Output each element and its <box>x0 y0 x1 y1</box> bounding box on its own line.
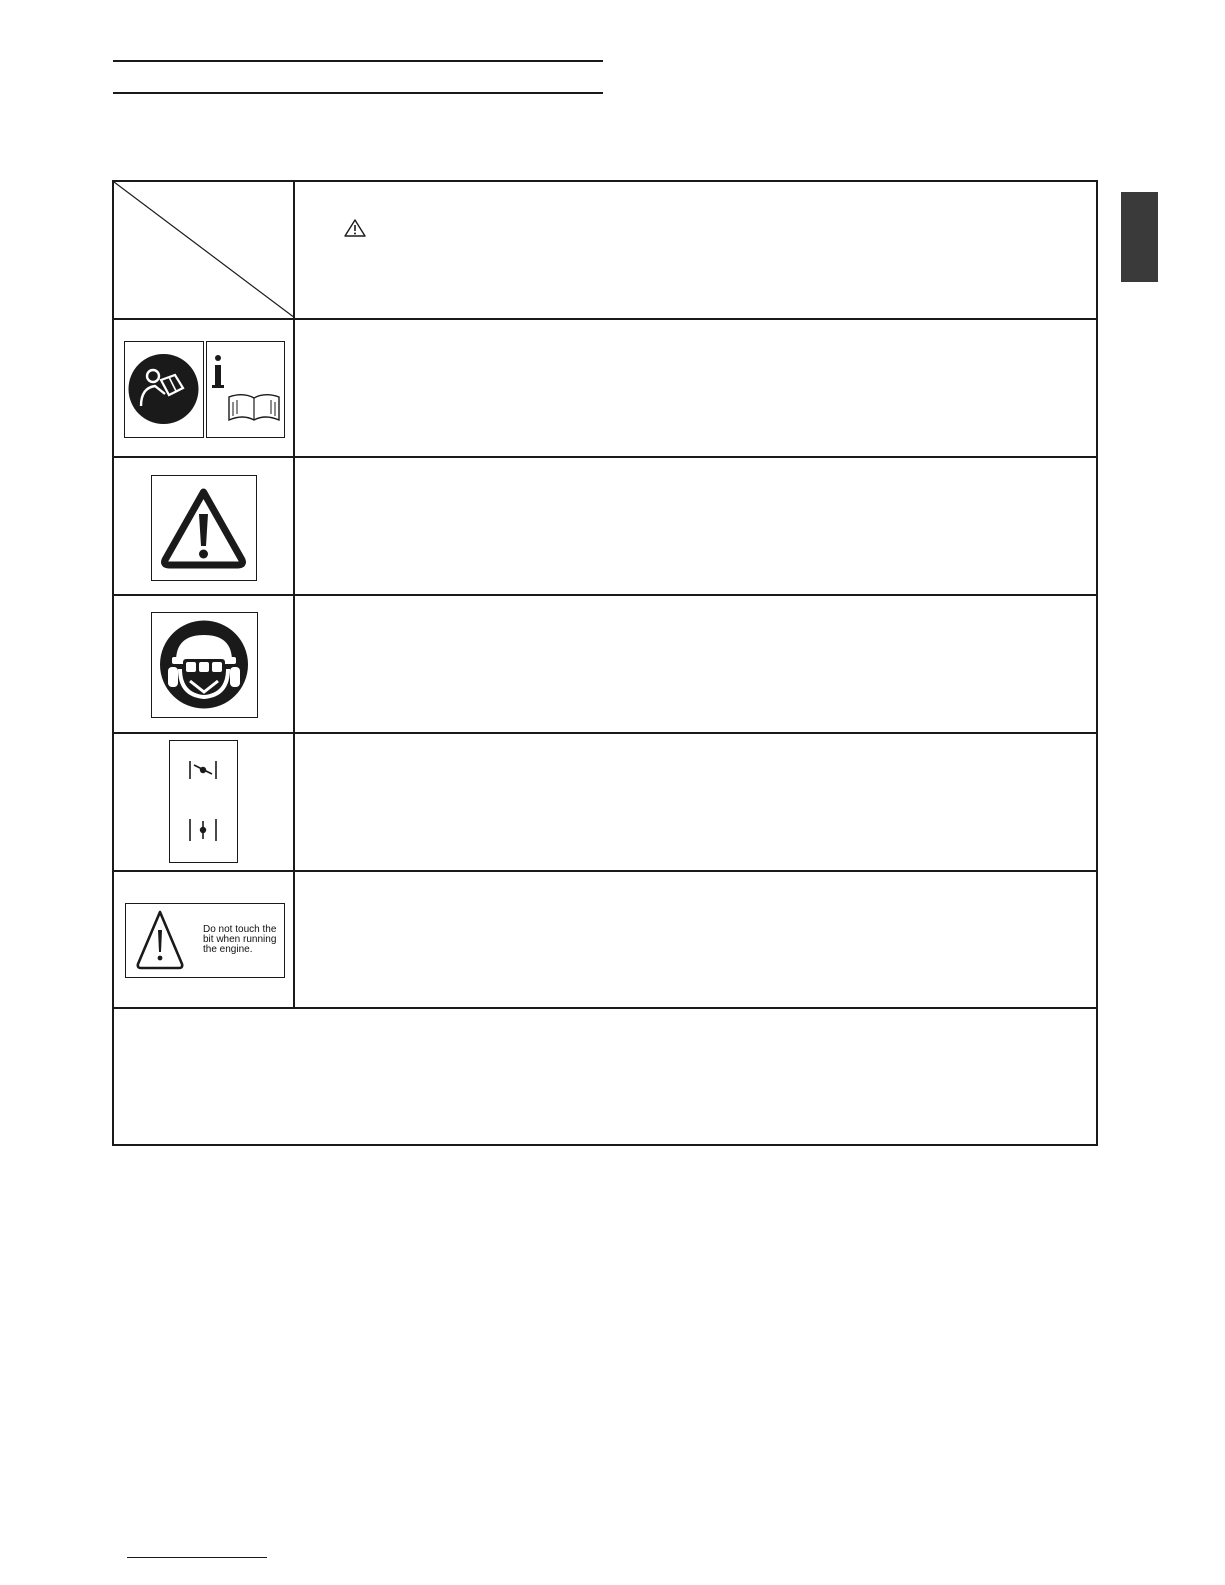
safety-symbols-table <box>112 180 1098 1146</box>
warning-triangle-small-icon <box>343 218 367 238</box>
header-rule-bottom <box>113 92 603 94</box>
read-manual-icon <box>124 341 204 438</box>
warning-label-text <box>203 925 276 955</box>
symbol-cell <box>114 596 295 732</box>
header-rule-top <box>113 60 603 62</box>
table-row <box>114 872 1096 1009</box>
choke-lever-icon <box>169 740 238 863</box>
symbol-cell <box>114 320 295 456</box>
description-cell <box>295 734 1096 870</box>
warning-label-line: Do not touch the <box>203 924 277 935</box>
symbol-cell <box>114 872 295 1007</box>
description-cell <box>295 458 1096 594</box>
symbol-cell <box>114 734 295 870</box>
description-cell <box>295 872 1096 1007</box>
table-header-row <box>114 182 1096 320</box>
table-row <box>114 734 1096 872</box>
diagonal-divider <box>114 182 295 318</box>
warning-label-triangle-icon <box>132 906 192 978</box>
header-description-cell <box>295 182 1096 318</box>
wear-helmet-goggles-ear-protection-icon <box>151 612 258 718</box>
section-side-tab <box>1121 192 1158 282</box>
symbol-cell <box>114 458 295 594</box>
table-row <box>114 596 1096 734</box>
header-symbol-cell <box>114 182 295 318</box>
info-book-icon <box>206 341 285 438</box>
table-row <box>114 320 1096 458</box>
footer-rule <box>127 1557 267 1558</box>
warning-label-line: the engine. <box>203 944 253 955</box>
warning-label-icon <box>125 903 285 978</box>
warning-triangle-icon <box>151 475 257 581</box>
description-cell <box>295 596 1096 732</box>
table-row <box>114 458 1096 596</box>
warning-label-line: bit when running <box>203 934 277 945</box>
description-cell <box>295 320 1096 456</box>
table-footer-row <box>114 1009 1096 1144</box>
